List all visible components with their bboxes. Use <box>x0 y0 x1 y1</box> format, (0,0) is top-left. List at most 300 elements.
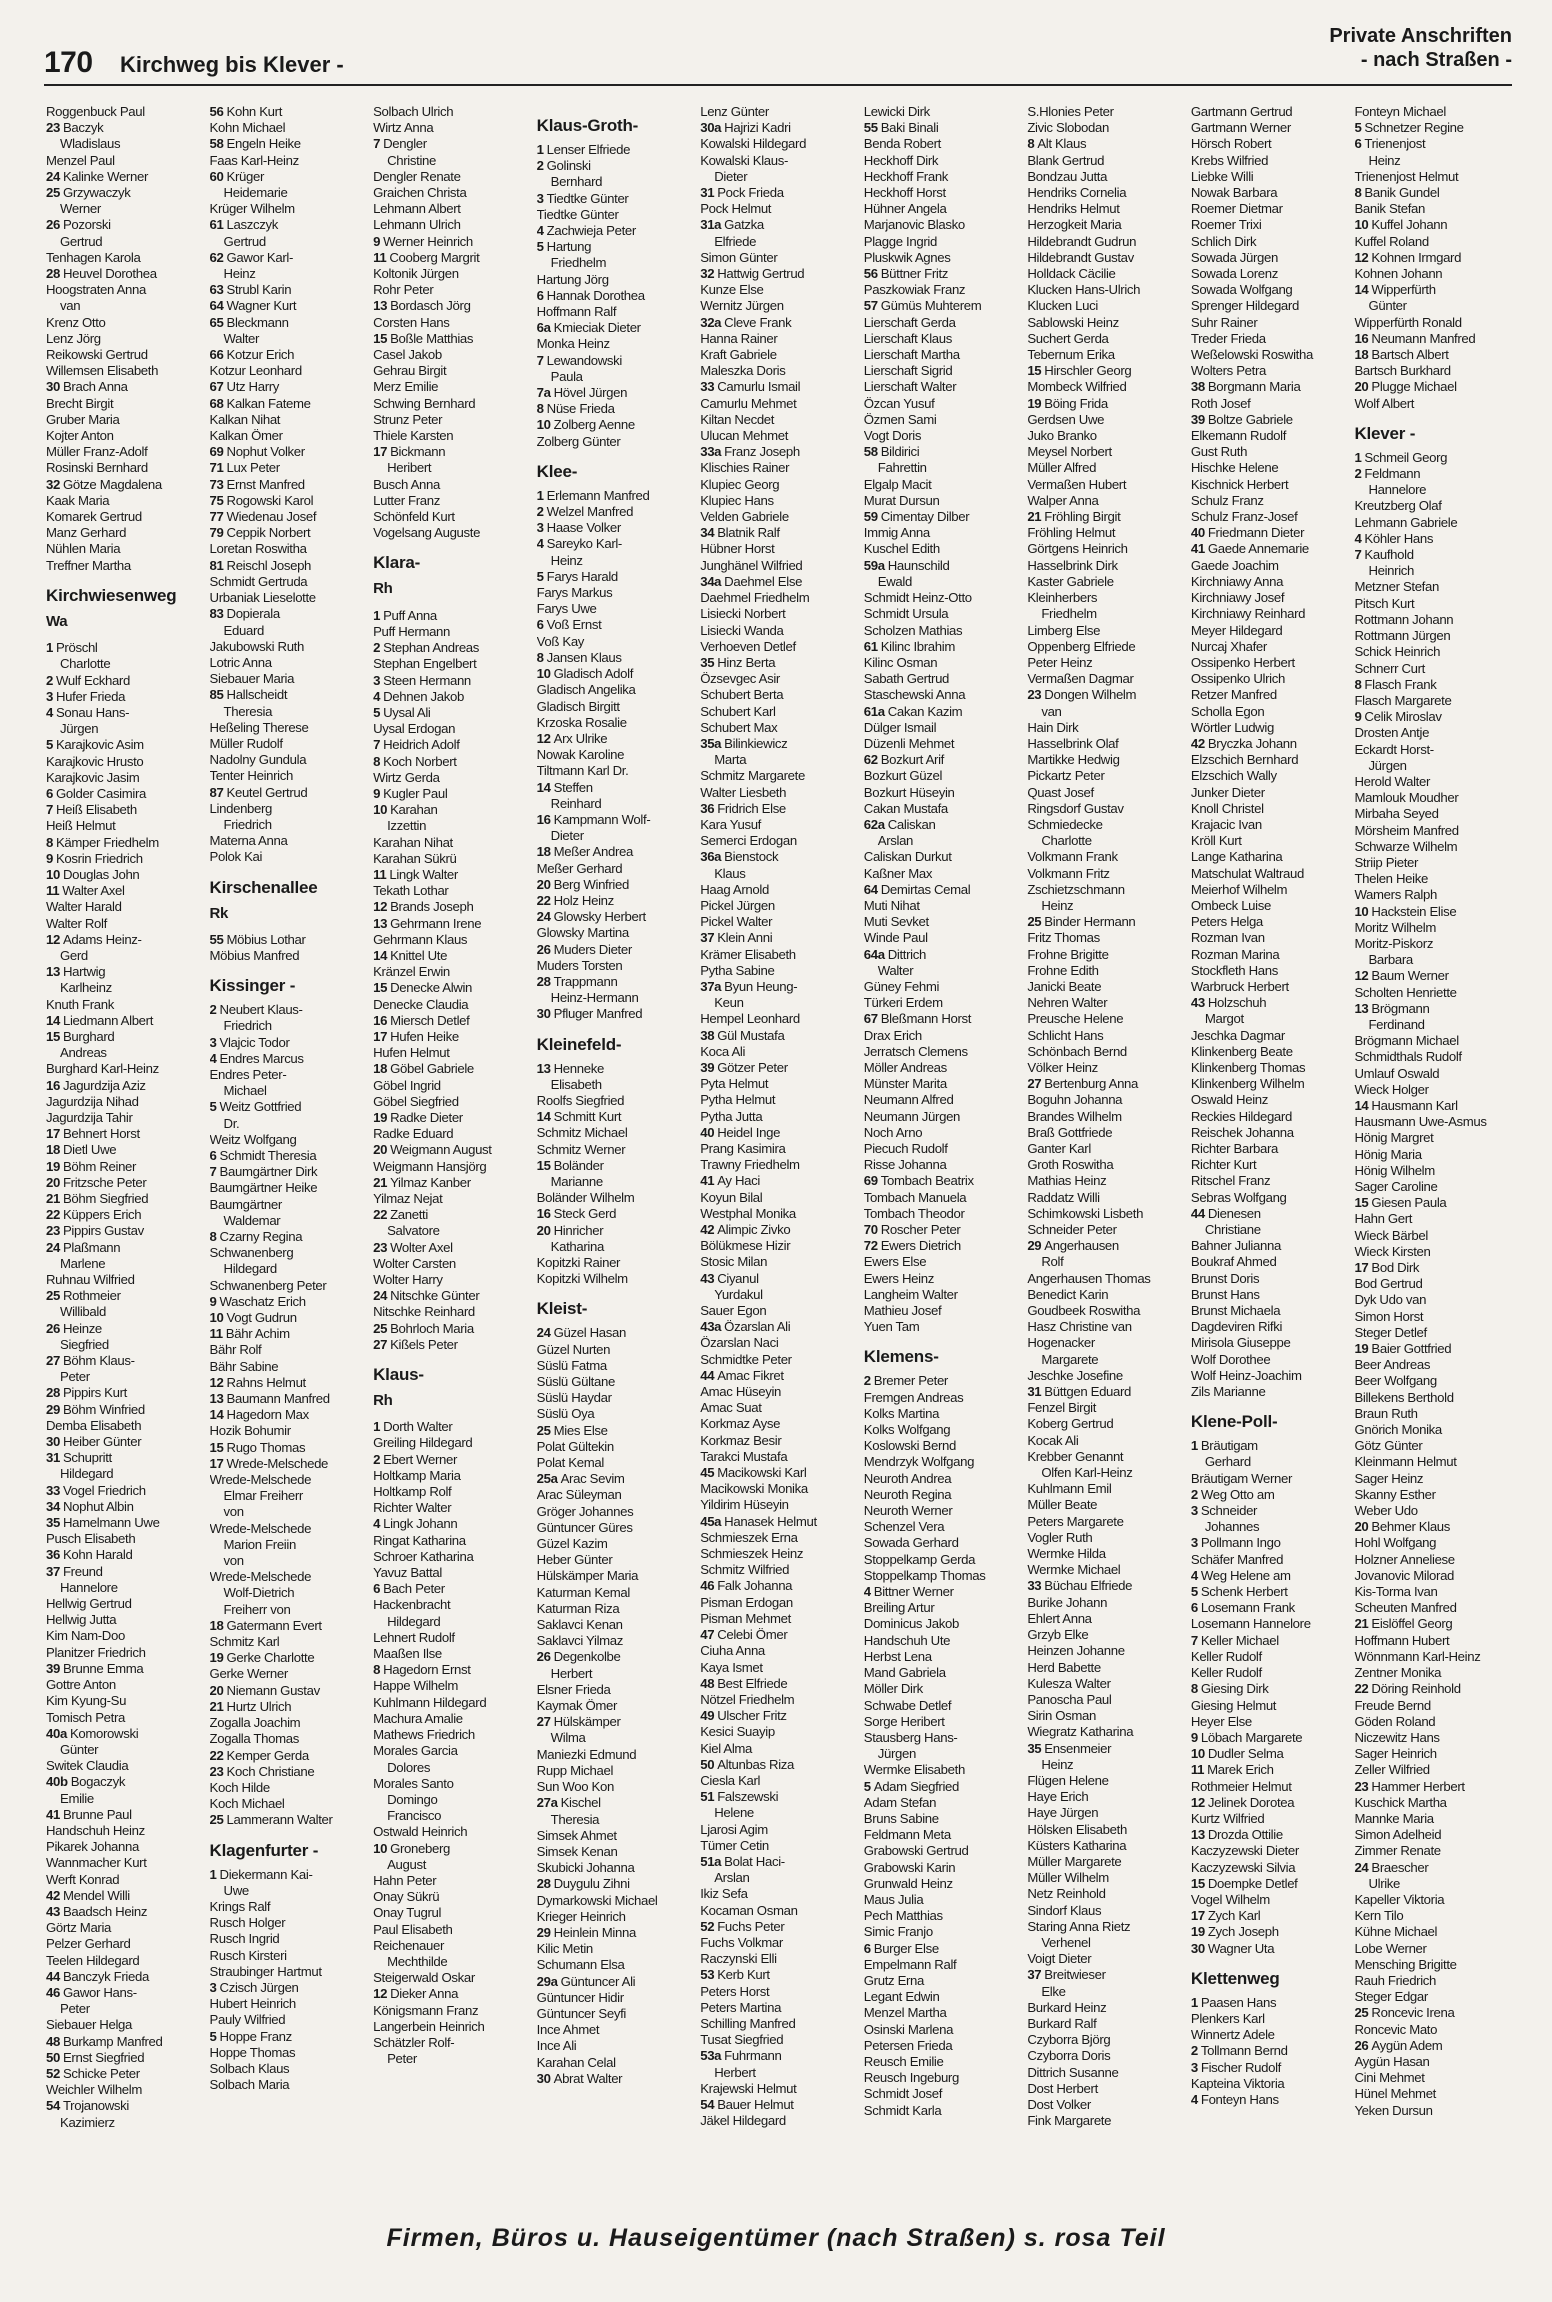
resident-name: Waldemar <box>223 1212 281 1228</box>
house-number: 55 <box>863 120 878 136</box>
resident-name: Golder Casimira <box>55 785 147 801</box>
resident-entry <box>1354 1114 1512 1130</box>
resident-entry <box>46 1936 204 1952</box>
resident-entry <box>1191 1384 1349 1400</box>
resident-name: Hattwig Gertrud <box>717 266 805 282</box>
district-code: Wa <box>46 612 68 630</box>
resident-entry <box>46 412 204 428</box>
resident-entry <box>1191 136 1349 152</box>
resident-entry <box>537 1568 695 1584</box>
house-number: 8 <box>1354 185 1362 201</box>
resident-name: Jeschke Josefine <box>1027 1367 1123 1383</box>
resident-entry <box>1191 1698 1349 1714</box>
resident-entry <box>210 1148 368 1164</box>
street-heading: Kissinger - <box>209 976 296 996</box>
resident-name: Kazimierz <box>60 2114 115 2130</box>
resident-entry <box>1354 2103 1512 2119</box>
resident-entry <box>46 818 204 834</box>
resident-name: Roolfs Siegfried <box>536 1092 625 1108</box>
resident-entry <box>537 1974 695 1990</box>
resident-name: Walper Anna <box>1027 492 1099 508</box>
resident-name: Willemsen Elisabeth <box>46 363 159 379</box>
resident-name: Sorge Heribert <box>863 1713 945 1729</box>
house-number: 6 <box>1190 1600 1198 1616</box>
resident-name: Fridrich Else <box>717 800 786 816</box>
resident-entry <box>1191 412 1349 428</box>
resident-name: Hasselbrink Olaf <box>1027 735 1119 751</box>
resident-entry <box>46 1985 204 2001</box>
resident-entry <box>700 720 858 736</box>
resident-entry <box>1354 1390 1512 1406</box>
resident-name: Baier Gottfried <box>1371 1341 1452 1357</box>
resident-entry <box>373 493 531 509</box>
resident-name: Friedhelm <box>1041 606 1097 622</box>
resident-name: Schlicht Hans <box>1027 1027 1104 1043</box>
resident-entry <box>1354 725 1512 741</box>
resident-entry <box>210 2029 368 2045</box>
house-number: 7 <box>1190 1632 1198 1648</box>
resident-name: Boguhn Johanna <box>1027 1092 1123 1108</box>
resident-name: Schilling Manfred <box>700 2015 796 2031</box>
resident-entry <box>46 1094 204 1110</box>
resident-name: Ince Ahmet <box>536 2022 600 2038</box>
entry-continuation <box>373 2051 531 2067</box>
resident-name: Alimpic Zivko <box>717 1222 791 1238</box>
resident-name: Bordasch Jörg <box>390 298 471 314</box>
house-number: 3 <box>209 1979 217 1995</box>
resident-name: Muders Dieter <box>553 941 632 957</box>
resident-entry <box>537 650 695 666</box>
resident-name: Rusch Ingrid <box>209 1931 280 1947</box>
entry-continuation <box>537 1174 695 1190</box>
resident-name: Schwing Bernhard <box>373 395 476 411</box>
resident-name: Braß Gottfriede <box>1027 1124 1113 1140</box>
resident-name: Marjanovic Blasko <box>863 217 965 233</box>
resident-name: Lehmann Albert <box>373 201 461 217</box>
resident-name: Hasz Christine van <box>1027 1319 1132 1335</box>
resident-entry <box>46 1596 204 1612</box>
house-number: 40 <box>700 1124 715 1140</box>
resident-entry <box>210 1051 368 1067</box>
resident-name: Möbius Lothar <box>226 931 306 947</box>
resident-entry <box>1027 963 1185 979</box>
resident-name: Heckhoff Frank <box>863 168 949 184</box>
house-number: 42 <box>700 1222 715 1238</box>
resident-name: Celebi Ömer <box>717 1627 788 1643</box>
house-number: 5 <box>863 1778 871 1794</box>
resident-entry <box>1027 2000 1185 2016</box>
house-number: 7 <box>373 136 381 152</box>
resident-entry <box>864 1319 1022 1335</box>
resident-entry <box>1191 1860 1349 1876</box>
house-number: 3 <box>536 520 544 536</box>
resident-entry <box>864 1649 1022 1665</box>
resident-entry <box>46 1321 204 1337</box>
resident-name: Krieger Heinrich <box>536 1908 626 1924</box>
resident-name: Hackenbracht <box>373 1597 451 1613</box>
entry-continuation <box>1027 704 1185 720</box>
resident-name: Czisch Jürgen <box>219 1979 299 1995</box>
resident-name: Löbach Margarete <box>1200 1729 1303 1745</box>
resident-name: Dittrich <box>887 946 926 962</box>
resident-name: Hamelmann Uwe <box>62 1515 160 1531</box>
resident-name: Baadsch Heinz <box>62 1903 148 1919</box>
street-heading: Klee- <box>536 461 578 481</box>
resident-entry <box>700 1886 858 1902</box>
entry-continuation <box>373 1760 531 1776</box>
entry-continuation <box>1191 1519 1349 1535</box>
resident-entry <box>1354 466 1512 482</box>
resident-entry <box>864 882 1022 898</box>
resident-entry <box>537 699 695 715</box>
resident-name: Wipperfürth <box>1371 282 1436 298</box>
resident-entry <box>1354 185 1512 201</box>
resident-name: Dymarkowski Michael <box>536 1892 658 1908</box>
resident-entry <box>373 1630 531 1646</box>
resident-name: Günter <box>1368 298 1407 314</box>
resident-name: Angerhausen Thomas <box>1027 1270 1151 1286</box>
resident-name: Hoogstraten Anna <box>46 282 146 298</box>
resident-entry <box>537 1206 695 1222</box>
resident-entry <box>373 1743 531 1759</box>
street-heading: Klettenweg <box>1190 1968 1280 1988</box>
resident-entry <box>700 2097 858 2113</box>
resident-entry <box>1027 1011 1185 1027</box>
house-number: 25a <box>536 1471 558 1487</box>
resident-entry <box>1354 1519 1512 1535</box>
resident-entry <box>864 1876 1022 1892</box>
house-number: 12 <box>1354 968 1369 984</box>
resident-name: Meierhof Wilhelm <box>1190 881 1288 897</box>
resident-name: Friedrich <box>223 816 272 832</box>
resident-name: Behnert Horst <box>62 1126 140 1142</box>
resident-entry <box>373 1727 531 1743</box>
resident-name: Pickartz Peter <box>1027 768 1105 784</box>
resident-name: Kocaman Osman <box>700 1902 798 1918</box>
resident-name: Rottmann Johann <box>1354 611 1454 627</box>
entry-continuation <box>1354 298 1512 314</box>
resident-entry <box>700 590 858 606</box>
resident-name: Königsmann Franz <box>373 2002 479 2018</box>
resident-entry <box>537 520 695 536</box>
resident-entry <box>864 1109 1022 1125</box>
resident-name: Rothmeier Helmut <box>1190 1778 1292 1794</box>
house-number: 37 <box>1027 1967 1042 1983</box>
house-number: 47 <box>700 1627 715 1643</box>
resident-entry <box>700 282 858 298</box>
resident-name: Flügen Helene <box>1027 1772 1109 1788</box>
resident-entry <box>864 379 1022 395</box>
entry-continuation <box>210 185 368 201</box>
house-number: 3 <box>1190 1535 1198 1551</box>
entry-continuation <box>373 460 531 476</box>
resident-name: Behmer Klaus <box>1371 1519 1451 1535</box>
street-heading: Klaus- <box>373 1365 424 1385</box>
resident-entry <box>373 1662 531 1678</box>
resident-name: Staring Anna Rietz <box>1027 1918 1131 1934</box>
house-number: 26 <box>1354 2037 1369 2053</box>
house-number: 2 <box>1354 466 1362 482</box>
resident-entry <box>1027 477 1185 493</box>
resident-entry <box>1354 1244 1512 1260</box>
resident-name: Dittrich Susanne <box>1027 2064 1119 2080</box>
resident-name: Mamlouk Moudher <box>1354 790 1459 806</box>
resident-entry <box>700 1271 858 1287</box>
resident-name: van <box>60 298 81 314</box>
resident-entry <box>1354 1843 1512 1859</box>
resident-name: Lehmann Gabriele <box>1354 514 1458 530</box>
resident-name: Krenz Otto <box>46 314 106 330</box>
resident-entry <box>46 1677 204 1693</box>
house-number: 45a <box>700 1513 722 1529</box>
house-number: 13 <box>536 1060 551 1076</box>
resident-name: Grutz Erna <box>863 1972 925 1988</box>
resident-entry <box>373 932 531 948</box>
resident-name: Hühner Angela <box>863 201 947 217</box>
resident-name: Flasch Frank <box>1364 676 1437 692</box>
resident-entry <box>864 1795 1022 1811</box>
resident-entry <box>46 673 204 689</box>
resident-name: Heinz <box>223 266 256 282</box>
resident-name: Kirchniawy Josef <box>1190 590 1285 606</box>
resident-entry <box>864 525 1022 541</box>
resident-entry <box>1354 1422 1512 1438</box>
resident-name: Kerb Kurt <box>717 1967 770 1983</box>
resident-name: Teelen Hildegard <box>46 1952 140 1968</box>
resident-name: Kirchniawy Reinhard <box>1190 606 1306 622</box>
resident-name: Holzschuh <box>1207 995 1267 1011</box>
resident-name: Heinrich <box>1368 563 1415 579</box>
house-number: 10 <box>209 1310 224 1326</box>
entry-continuation <box>864 833 1022 849</box>
house-number: 20 <box>1354 379 1369 395</box>
resident-name: Altunbas Riza <box>717 1756 795 1772</box>
resident-entry <box>46 493 204 509</box>
resident-name: Suchert Gerda <box>1027 330 1109 346</box>
resident-name: Winnertz Adele <box>1190 2027 1275 2043</box>
resident-name: Arac Sevim <box>560 1471 625 1487</box>
resident-entry <box>210 412 368 428</box>
resident-entry <box>210 460 368 476</box>
resident-name: Douglas John <box>62 866 140 882</box>
resident-name: Eduard <box>223 622 264 638</box>
house-number: 22 <box>46 1207 60 1223</box>
house-number: 25 <box>46 185 60 201</box>
house-number: 10 <box>536 666 551 682</box>
resident-entry <box>373 851 531 867</box>
resident-name: Zanetti <box>390 1207 428 1223</box>
resident-entry <box>373 282 531 298</box>
entry-continuation <box>1354 1876 1512 1892</box>
resident-entry <box>46 640 204 656</box>
resident-entry <box>1191 817 1349 833</box>
resident-name: Metzner Stefan <box>1354 579 1439 595</box>
resident-name: Verhenel <box>1041 1934 1091 1950</box>
resident-entry <box>700 477 858 493</box>
resident-name: Lehmann Ulrich <box>373 217 461 233</box>
resident-name: Dudler Selma <box>1207 1746 1284 1762</box>
resident-entry <box>46 851 204 867</box>
resident-name: Lenser Elfriede <box>546 142 631 157</box>
resident-entry <box>1191 882 1349 898</box>
resident-name: Adam Stefan <box>863 1794 937 1810</box>
resident-name: Schulz Franz <box>1190 492 1264 508</box>
resident-entry <box>46 1693 204 1709</box>
resident-entry <box>46 1450 204 1466</box>
entry-continuation <box>210 1018 368 1034</box>
resident-entry <box>210 655 368 671</box>
resident-name: Dr. <box>223 1115 240 1131</box>
resident-name: Jäkel Hildegard <box>700 2113 786 2129</box>
resident-name: Gehrmann Klaus <box>373 931 468 947</box>
house-number: 37 <box>46 1563 60 1579</box>
resident-name: Hannak Dorothea <box>546 287 645 303</box>
house-number: 3 <box>536 190 544 206</box>
resident-name: Hildegard <box>60 1466 114 1482</box>
house-number: 30 <box>536 2070 551 2086</box>
resident-entry <box>700 120 858 136</box>
resident-entry <box>1027 2032 1185 2048</box>
resident-name: Blank Gertrud <box>1027 152 1105 168</box>
resident-name: Schmitz Werner <box>536 1141 626 1157</box>
resident-name: Abrat Walter <box>553 2070 623 2086</box>
entry-continuation <box>46 1256 204 1272</box>
resident-entry <box>1191 379 1349 395</box>
resident-name: Stoppelkamp Thomas <box>863 1567 986 1583</box>
resident-entry <box>1354 282 1512 298</box>
resident-name: Walter Liesbeth <box>700 784 787 800</box>
resident-entry <box>210 1391 368 1407</box>
resident-entry <box>1191 1173 1349 1189</box>
resident-name: Holtkamp Rolf <box>373 1484 452 1500</box>
resident-name: Katurman Riza <box>536 1600 620 1616</box>
resident-entry <box>46 1628 204 1644</box>
resident-entry <box>1191 1190 1349 1206</box>
resident-name: Grunwald Heinz <box>863 1875 953 1891</box>
resident-name: Hahn Gert <box>1354 1211 1413 1227</box>
resident-entry <box>1354 450 1512 466</box>
resident-entry <box>1027 1206 1185 1222</box>
resident-name: Burkard Heinz <box>1027 1999 1107 2015</box>
resident-name: Maleszka Doris <box>700 363 786 379</box>
resident-entry <box>1354 1341 1512 1357</box>
resident-name: van <box>1041 703 1062 719</box>
resident-name: Polat Gültekin <box>536 1438 614 1454</box>
resident-name: Merz Emilie <box>373 379 439 395</box>
district-code: Rk <box>209 904 229 922</box>
resident-name: Yuen Tam <box>863 1319 920 1335</box>
resident-entry <box>1354 1098 1512 1114</box>
resident-entry <box>1191 849 1349 865</box>
resident-entry <box>210 671 368 687</box>
resident-entry <box>1027 687 1185 703</box>
resident-name: Risse Johanna <box>863 1157 947 1173</box>
resident-entry <box>537 304 695 320</box>
resident-name: Tombach Manuela <box>863 1189 967 1205</box>
house-number: 10 <box>373 1840 388 1856</box>
section-title <box>1329 24 1512 72</box>
resident-name: Jelinek Dorotea <box>1207 1794 1295 1810</box>
resident-name: Brands Joseph <box>390 899 474 915</box>
resident-name: Klinkenberg Wilhelm <box>1190 1076 1305 1092</box>
resident-name: Nüse Frieda <box>546 401 615 417</box>
resident-name: Günter <box>60 1741 99 1757</box>
resident-entry <box>537 272 695 288</box>
resident-name: Weichler Wilhelm <box>46 2082 143 2098</box>
resident-entry <box>537 385 695 401</box>
resident-name: Ince Ali <box>536 2038 577 2054</box>
resident-entry <box>700 1660 858 1676</box>
resident-name: Radke Dieter <box>390 1109 463 1125</box>
resident-entry <box>700 1595 858 1611</box>
house-number: 17 <box>209 1455 224 1471</box>
resident-entry <box>373 608 531 624</box>
resident-entry <box>46 169 204 185</box>
resident-entry <box>373 786 531 802</box>
resident-name: Zeller Wilfried <box>1354 1762 1430 1778</box>
resident-name: Baumgärtner Heike <box>209 1180 318 1196</box>
entry-continuation <box>537 1077 695 1093</box>
resident-entry <box>537 601 695 617</box>
resident-entry <box>537 715 695 731</box>
resident-entry <box>864 558 1022 574</box>
resident-entry <box>1027 120 1185 136</box>
resident-name: Boukraf Ahmed <box>1190 1254 1277 1270</box>
resident-name: Wipperfürth Ronald <box>1354 314 1462 330</box>
resident-entry <box>373 1597 531 1613</box>
resident-name: Schick Heinrich <box>1354 644 1441 660</box>
house-number: 19 <box>1354 1341 1369 1357</box>
house-number: 23 <box>46 120 60 136</box>
resident-entry <box>1027 1951 1185 1967</box>
house-number: 22 <box>373 1207 388 1223</box>
resident-entry <box>700 1044 858 1060</box>
entry-continuation <box>46 136 204 152</box>
house-number: 12 <box>1190 1794 1205 1810</box>
resident-entry <box>537 488 695 504</box>
resident-entry <box>373 2003 531 2019</box>
entry-continuation <box>46 1742 204 1758</box>
resident-entry <box>700 1773 858 1789</box>
resident-name: Solbach Klaus <box>209 2060 290 2076</box>
footer-note: Firmen, Büros u. Hauseigentümer (nach Straßen) s. rosa Teil <box>386 2224 1166 2252</box>
resident-name: Petersen Frieda <box>863 2037 953 2053</box>
resident-name: Karahan Sükrü <box>373 850 457 866</box>
resident-entry <box>537 1779 695 1795</box>
resident-name: Dolores <box>387 1759 431 1775</box>
resident-name: Thiele Karsten <box>373 428 454 444</box>
resident-entry <box>210 1650 368 1666</box>
resident-entry <box>210 2045 368 2061</box>
resident-entry <box>700 849 858 865</box>
resident-name: Hallscheidt <box>226 687 288 703</box>
resident-entry <box>210 639 368 655</box>
resident-name: Stephan Engelbert <box>373 656 477 672</box>
resident-name: Kuhlmann Emil <box>1027 1481 1112 1497</box>
house-number: 2 <box>863 1373 871 1389</box>
resident-entry <box>1354 1681 1512 1697</box>
resident-name: Straubinger Hartmut <box>209 1963 322 1979</box>
resident-name: Herold Walter <box>1354 773 1431 789</box>
resident-entry <box>1027 1044 1185 1060</box>
resident-entry <box>864 801 1022 817</box>
resident-name: Pock Helmut <box>700 201 772 217</box>
resident-name: Klinkenberg Thomas <box>1190 1059 1306 1075</box>
resident-name: Uysal Erdogan <box>373 721 456 737</box>
resident-name: Sowada Lorenz <box>1190 266 1278 282</box>
resident-entry <box>1191 687 1349 703</box>
resident-entry <box>46 1078 204 1094</box>
